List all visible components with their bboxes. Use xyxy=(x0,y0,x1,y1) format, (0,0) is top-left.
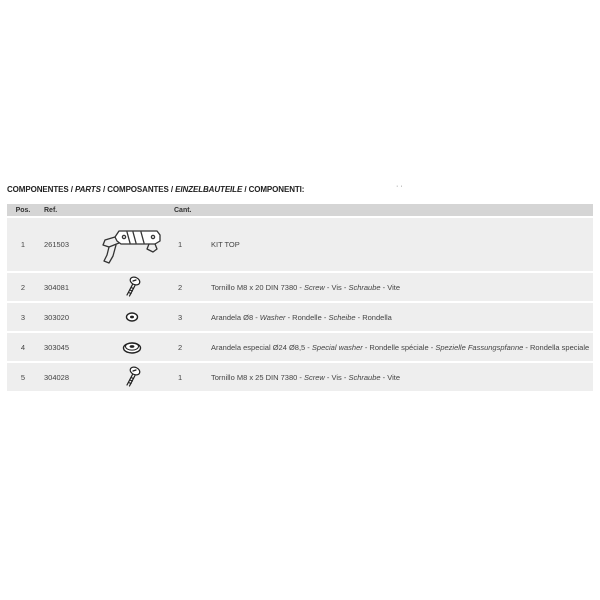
cell-pos: 4 xyxy=(7,332,39,362)
cell-description xyxy=(211,217,593,272)
table-row xyxy=(7,217,593,272)
cell-image xyxy=(89,332,174,362)
cell-ref: 303045 xyxy=(39,332,89,362)
description-part: Scheibe xyxy=(328,312,356,322)
cell-qty: 2 xyxy=(174,272,211,302)
description-part: - Rondella speciale xyxy=(523,342,590,352)
cell-image xyxy=(89,272,174,302)
description-part: Screw xyxy=(303,282,325,292)
description-part: - Rondelle spéciale - xyxy=(362,342,436,352)
screw-icon xyxy=(122,276,142,298)
table-header-row xyxy=(7,204,593,217)
cell-ref: 304028 xyxy=(39,362,89,391)
description-part: Special washer xyxy=(311,342,363,352)
header-ref: Ref. xyxy=(39,204,89,217)
description-part: Schraube xyxy=(348,372,381,382)
description-part: - Rondelle - xyxy=(285,312,329,322)
cell-pos: 3 xyxy=(7,302,39,332)
special-washer-icon xyxy=(121,339,143,355)
description-part: Tornillo M8 x 20 DIN 7380 - xyxy=(211,282,304,292)
cell-qty: 3 xyxy=(174,302,211,332)
header-image xyxy=(89,204,174,217)
table-row xyxy=(7,302,593,332)
description-part: Spezielle Fassungspfanne xyxy=(435,342,524,352)
cell-description xyxy=(211,332,593,362)
cell-image xyxy=(89,302,174,332)
description-part: KIT TOP xyxy=(211,240,240,249)
description-part: Washer xyxy=(259,312,286,322)
cell-image xyxy=(89,362,174,391)
table-row xyxy=(7,332,593,362)
section-heading xyxy=(7,185,304,194)
header-description xyxy=(211,204,593,217)
header-pos: Pos. xyxy=(7,204,39,217)
cell-description xyxy=(211,272,593,302)
table-row xyxy=(7,272,593,302)
cell-ref: 303020 xyxy=(39,302,89,332)
description-part: Arandela especial Ø24 Ø8,5 - xyxy=(211,342,312,352)
cell-image xyxy=(89,217,174,272)
bracket-kit-icon xyxy=(97,225,167,265)
cell-qty: 1 xyxy=(174,217,211,272)
header-qty: Cant. xyxy=(174,204,211,217)
description-part: Schraube xyxy=(348,282,381,292)
parts-table xyxy=(7,204,593,391)
decorative-dots: · · xyxy=(396,183,403,190)
heading-part: / COMPOSANTES / xyxy=(100,185,176,194)
washer-icon xyxy=(124,311,140,323)
description-part: - Vis - xyxy=(324,372,349,382)
description-part: Screw xyxy=(303,372,325,382)
heading-part: PARTS xyxy=(74,185,101,194)
cell-qty: 2 xyxy=(174,332,211,362)
cell-pos: 2 xyxy=(7,272,39,302)
description-part: - Vite xyxy=(380,372,400,382)
heading-part: EINZELBAUTEILE xyxy=(175,185,243,194)
description-part: - Vite xyxy=(380,282,400,292)
cell-ref: 261503 xyxy=(39,217,89,272)
description-part: - Vis - xyxy=(324,282,349,292)
cell-description xyxy=(211,302,593,332)
cell-pos: 5 xyxy=(7,362,39,391)
table-row xyxy=(7,362,593,391)
cell-ref: 304081 xyxy=(39,272,89,302)
description-part: Arandela Ø8 - xyxy=(211,312,260,322)
screw-icon xyxy=(122,366,142,388)
heading-part: / COMPONENTI: xyxy=(242,185,305,194)
cell-qty: 1 xyxy=(174,362,211,391)
description-part: Tornillo M8 x 25 DIN 7380 - xyxy=(211,372,304,382)
description-part: - Rondella xyxy=(355,312,392,322)
heading-part: COMPONENTES / xyxy=(7,185,75,194)
cell-pos: 1 xyxy=(7,217,39,272)
cell-description xyxy=(211,362,593,391)
